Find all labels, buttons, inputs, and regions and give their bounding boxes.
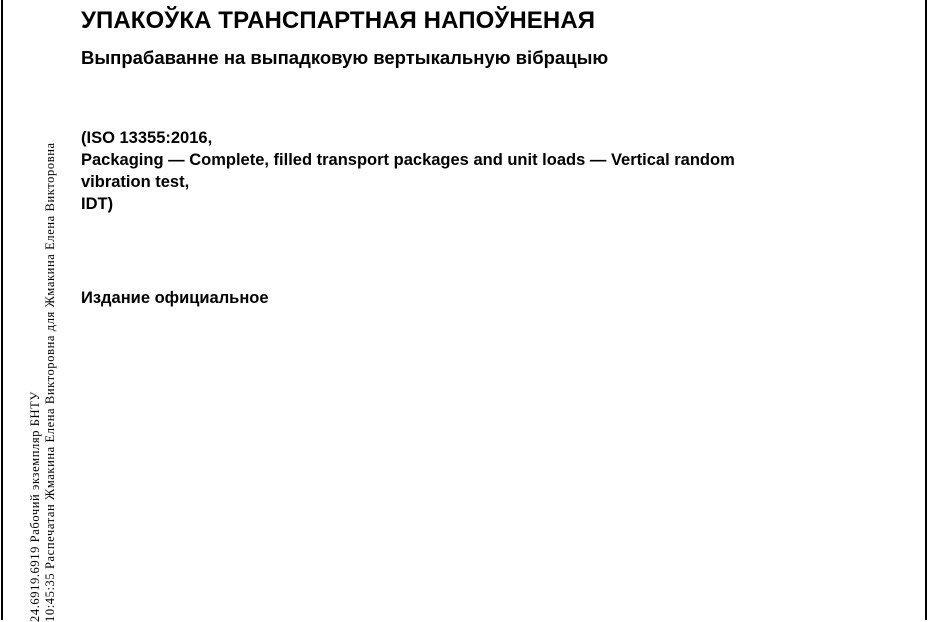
- print-stamp-line-1: 24.6919.6919 Рабочий экземпляр БНТУ: [28, 391, 42, 622]
- document-subtitle: Выпрабаванне на выпадковую вертыкальную вібрацыю: [81, 47, 609, 68]
- iso-reference-line-2: Packaging — Complete, filled transport packages and unit loads — Vertical random: [81, 151, 735, 169]
- iso-reference: [81, 127, 871, 215]
- side-print-stamp: [0, 0, 62, 620]
- document-title: УПАКОЎКА ТРАНСПАРТНАЯ НАПОЎНЕНАЯ: [81, 7, 596, 34]
- edition-label: Издание официальное: [81, 289, 269, 307]
- iso-reference-line-1: (ISO 13355:2016,: [81, 129, 213, 147]
- iso-reference-line-3: vibration test,: [81, 173, 190, 191]
- print-stamp-line-2: 10:45:35 Распечатан Жмакина Елена Викторовна для Жмакина Елена Викторовна: [43, 142, 57, 622]
- page-border: [1, 0, 927, 620]
- iso-reference-line-4: IDT): [81, 195, 114, 213]
